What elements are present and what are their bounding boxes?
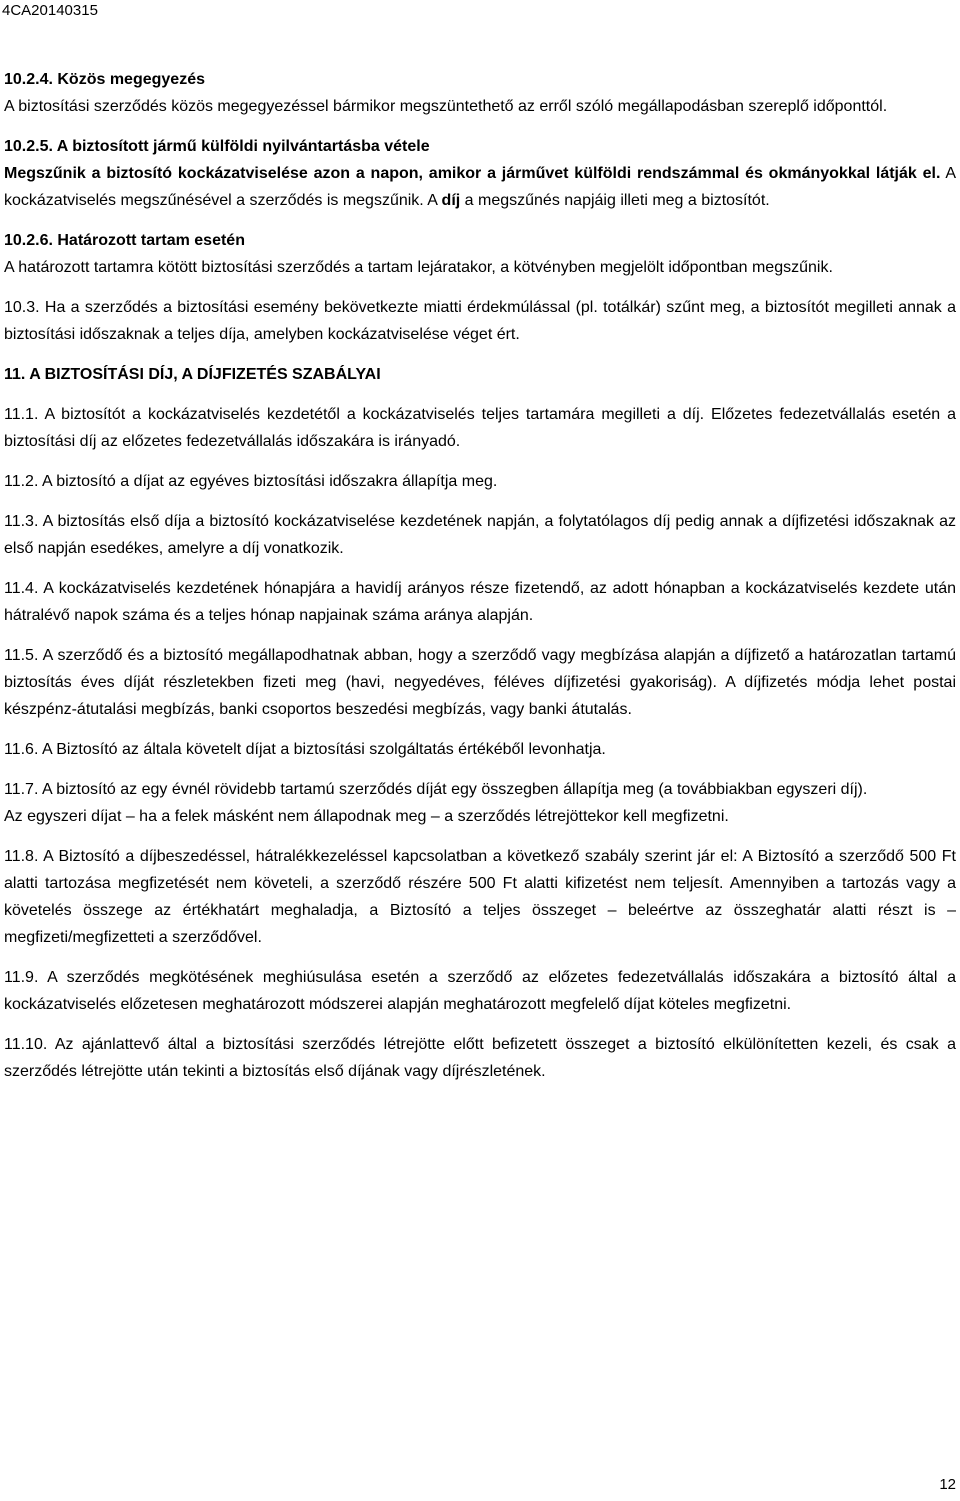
- section-10-2-5: [4, 133, 956, 214]
- page-number: 12: [939, 1476, 956, 1493]
- section-title: 10.2.5. A biztosított jármű külföldi nyilvántartásba vétele: [4, 138, 430, 155]
- section-11-8: [4, 843, 956, 951]
- section-text: 10.3. Ha a szerződés a biztosítási esemény bekövetkezte miatti érdekmúlással (pl. totálkár) szűnt meg, a biztosítót megilleti annak a biztosítási időszaknak a teljes díja, amelyben kockázatviselése véget ért.: [4, 299, 956, 343]
- section-10-2-6: [4, 227, 956, 281]
- section-text: 11.6. A Biztosító az általa követelt díjat a biztosítási szolgáltatás értékéből levonhatja.: [4, 741, 606, 758]
- section-11-4: [4, 575, 956, 629]
- section-text: A biztosítási szerződés közös megegyezéssel bármikor megszüntethető az erről szóló megállapodásban szereplő időponttól.: [4, 98, 888, 115]
- bold-word: díj: [441, 192, 461, 209]
- section-11-10: [4, 1031, 956, 1085]
- section-11-2: [4, 468, 956, 495]
- section-text: 11.8. A Biztosító a díjbeszedéssel, hátralékkezeléssel kapcsolatban a következő szabály szerint jár el: A Biztosító a szerződő 500 Ft alatti tartozása megfizetését nem követeli, a szerződő részére 500 Ft alatti kifizetést nem teljesít. Amennyiben a tartozás vagy a követelés összege az értékhatárt meghaladja, a Biztosító a teljes összeget – beleértve az összeghatár alatti részt is – megfizeti/megfizetteti a szerződővel.: [4, 848, 956, 946]
- section-text: A határozott tartamra kötött biztosítási szerződés a tartam lejáratakor, a kötvényben megjelölt időpontban megszűnik.: [4, 259, 833, 276]
- section-11-6: [4, 736, 956, 763]
- section-title: 10.2.4. Közös megegyezés: [4, 71, 205, 88]
- section-text: 11.1. A biztosítót a kockázatviselés kezdetétől a kockázatviselés teljes tartamára megilleti a díj. Előzetes fedezetvállalás esetén a biztosítási díj az előzetes fedezetvállalás időszakára is irányadó.: [4, 406, 956, 450]
- section-text: 11.5. A szerződő és a biztosító megállapodhatnak abban, hogy a szerződő vagy megbízása alapján a díjfizető a határozatlan tartamú biztosítás éves díját részletekben fizeti meg (havi, negyedéves, féléves díjfizetési gyakoriság). A díjfizetés módja lehet postai készpénz-átutalási megbízás, banki csoportos beszedési megbízás, vagy banki átutalás.: [4, 647, 956, 718]
- section-text: 11.2. A biztosító a díjat az egyéves biztosítási időszakra állapítja meg.: [4, 473, 498, 490]
- section-11-9: [4, 964, 956, 1018]
- section-11-3: [4, 508, 956, 562]
- section-text: 11.9. A szerződés megkötésének meghiúsulása esetén a szerződő az előzetes fedezetvállalás időszakára a biztosító által a kockázatviselés előzetesen meghatározott módszerei alapján meghatározott megfelelő díjat köteles megfizetni.: [4, 969, 956, 1013]
- section-11-1: [4, 401, 956, 455]
- section-11-7: [4, 776, 956, 830]
- plain-text: A kockázatviselés megszűnésével a szerződés is megszűnik. A: [4, 165, 956, 209]
- bold-text: Megszűnik a biztosító kockázatviselése azon a napon, amikor a járművet külföldi rendszámmal és okmányokkal látják el.: [4, 165, 941, 182]
- section-text-2: Az egyszeri díjat – ha a felek másként nem állapodnak meg – a szerződés létrejöttekor kell megfizetni.: [4, 808, 729, 825]
- plain-text: a megszűnés napjáig illeti meg a biztosítót.: [460, 192, 770, 209]
- section-10-3: [4, 294, 956, 348]
- section-text: 11.10. Az ajánlattevő által a biztosítási szerződés létrejötte előtt befizetett összeget a biztosító elkülönítetten kezeli, és csak a szerződés létrejötte után tekinti a biztosítás első díjának vagy díjrészletének.: [4, 1036, 956, 1080]
- section-11-heading: 11. A BIZTOSÍTÁSI DÍJ, A DÍJFIZETÉS SZABÁLYAI: [4, 366, 381, 383]
- document-code: 4CA20140315: [2, 2, 98, 19]
- section-title: 10.2.6. Határozott tartam esetén: [4, 232, 245, 249]
- section-10-2-4: [4, 66, 956, 120]
- section-text: 11.4. A kockázatviselés kezdetének hónapjára a havidíj arányos része fizetendő, az adott hónapban a kockázatviselés kezdete után hátralévő napok száma és a teljes hónap napjainak száma aránya alapján.: [4, 580, 956, 624]
- section-11-5: [4, 642, 956, 723]
- section-text: 11.3. A biztosítás első díja a biztosító kockázatviselése kezdetének napján, a folytatólagos díj pedig annak a díjfizetési időszaknak az első napján esedékes, amelyre a díj vonatkozik.: [4, 513, 956, 557]
- section-text: [4, 160, 956, 214]
- document-body: [4, 66, 956, 1098]
- section-text: 11.7. A biztosító az egy évnél rövidebb tartamú szerződés díját egy összegben állapítja meg (a továbbiakban egyszeri díj).: [4, 781, 868, 798]
